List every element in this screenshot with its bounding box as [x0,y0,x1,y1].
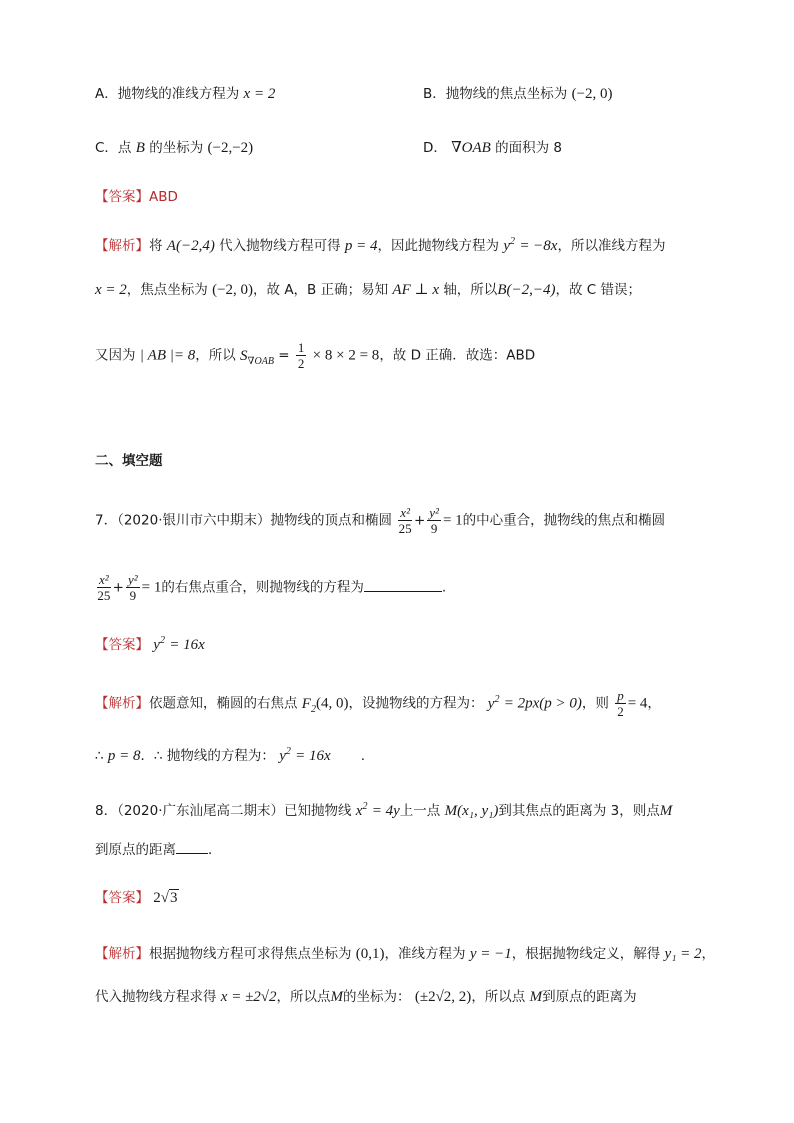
fraction-half: $\frac{1}{2}$ [297,340,305,371]
q7-stem-line1: 7．（2020·银川市六中期末）抛物线的顶点和椭圆 $\frac{\text{x²}}{25}$ + $\frac{\text{y²}}{9}$ = 1的中心重合，抛物线的焦点和椭圆 [95,505,666,536]
fraction-x2-25: $\frac{\text{x²}}{25}$ [97,572,111,603]
fraction-p-2: $\frac{p}{2}$ [617,688,624,719]
q8-stem-line2: 到原点的距离 ． [95,838,222,862]
q7-analysis-line2: ∴ p = 8．∴ 抛物线的方程为： $y^2 = 16x$ . [95,746,366,764]
q6-analysis-line1: 【解析】将 A(−2,4) 代入抛物线方程可得 p = 4，因此抛物线方程为 $y^2 = -8x$，所以准线方程为 [95,236,666,254]
q6-analysis-line2: x = 2，焦点坐标为 (−2, 0)，故 A，B 正确；易知 AF ⊥ x 轴，所以B(−2,−4)，故 C 错误； [95,282,641,298]
q7-stem-line2: $\frac{\text{x²}}{25}$ + $\frac{\text{y²}}{9}$ = 1的右焦点重合，则抛物线的方程为 . [97,572,447,603]
q6-analysis-line3: 又因为 | AB |= 8，所以 $S_{\nabla OAB}$ = $\frac{1}{2}$ × 8 × 2 = 8，故 D 正确．故选：ABD [95,340,536,371]
option-d: D． ∇OAB 的面积为 8 [423,140,563,156]
q8-analysis-line2: 代入抛物线方程求得 x = ±2√2，所以点M的坐标为： (±2√2, 2)，所以点 M到原点的距离为 [95,989,637,1005]
q8-answer: 【答案】 2√3 [95,890,178,906]
q8-stem-line1: 8．（2020·广东汕尾高二期末）已知抛物线 $x^2 = 4y$上一点 M(x₁, y₁)到其焦点的距离为 3，则点M [95,801,673,819]
q7-analysis-line1: 【解析】依题意知，椭圆的右焦点 $F_2(4$, 0)，设抛物线的方程为： $y^2 = 2px(p > 0)$，则 $\frac{p}{2}$ = 4， [95,688,661,719]
fraction-y2-9: $\frac{\text{y²}}{9}$ [429,505,439,536]
option-a: A．抛物线的准线方程为 x = 2 [95,86,276,102]
fraction-x2-25: $\frac{\text{x²}}{25}$ [398,505,412,536]
answer-blank [176,839,208,854]
option-b: B．抛物线的焦点坐标为 (−2, 0) [423,86,613,102]
section-title: 二、填空题 [95,453,163,469]
fraction-y2-9: $\frac{\text{y²}}{9}$ [127,572,138,603]
option-c: C．点 B 的坐标为 (−2,−2) [95,140,254,156]
q8-analysis-line1: 【解析】根据抛物线方程可求得焦点坐标为 (0,1)，准线方程为 y = −1，根据抛物线定义，解得 y₁ = 2， [95,946,716,962]
q7-answer: 【答案】 $y^2 = 16x$ [95,635,205,653]
q6-answer: 【答案】ABD [95,189,178,205]
answer-blank [364,577,442,592]
